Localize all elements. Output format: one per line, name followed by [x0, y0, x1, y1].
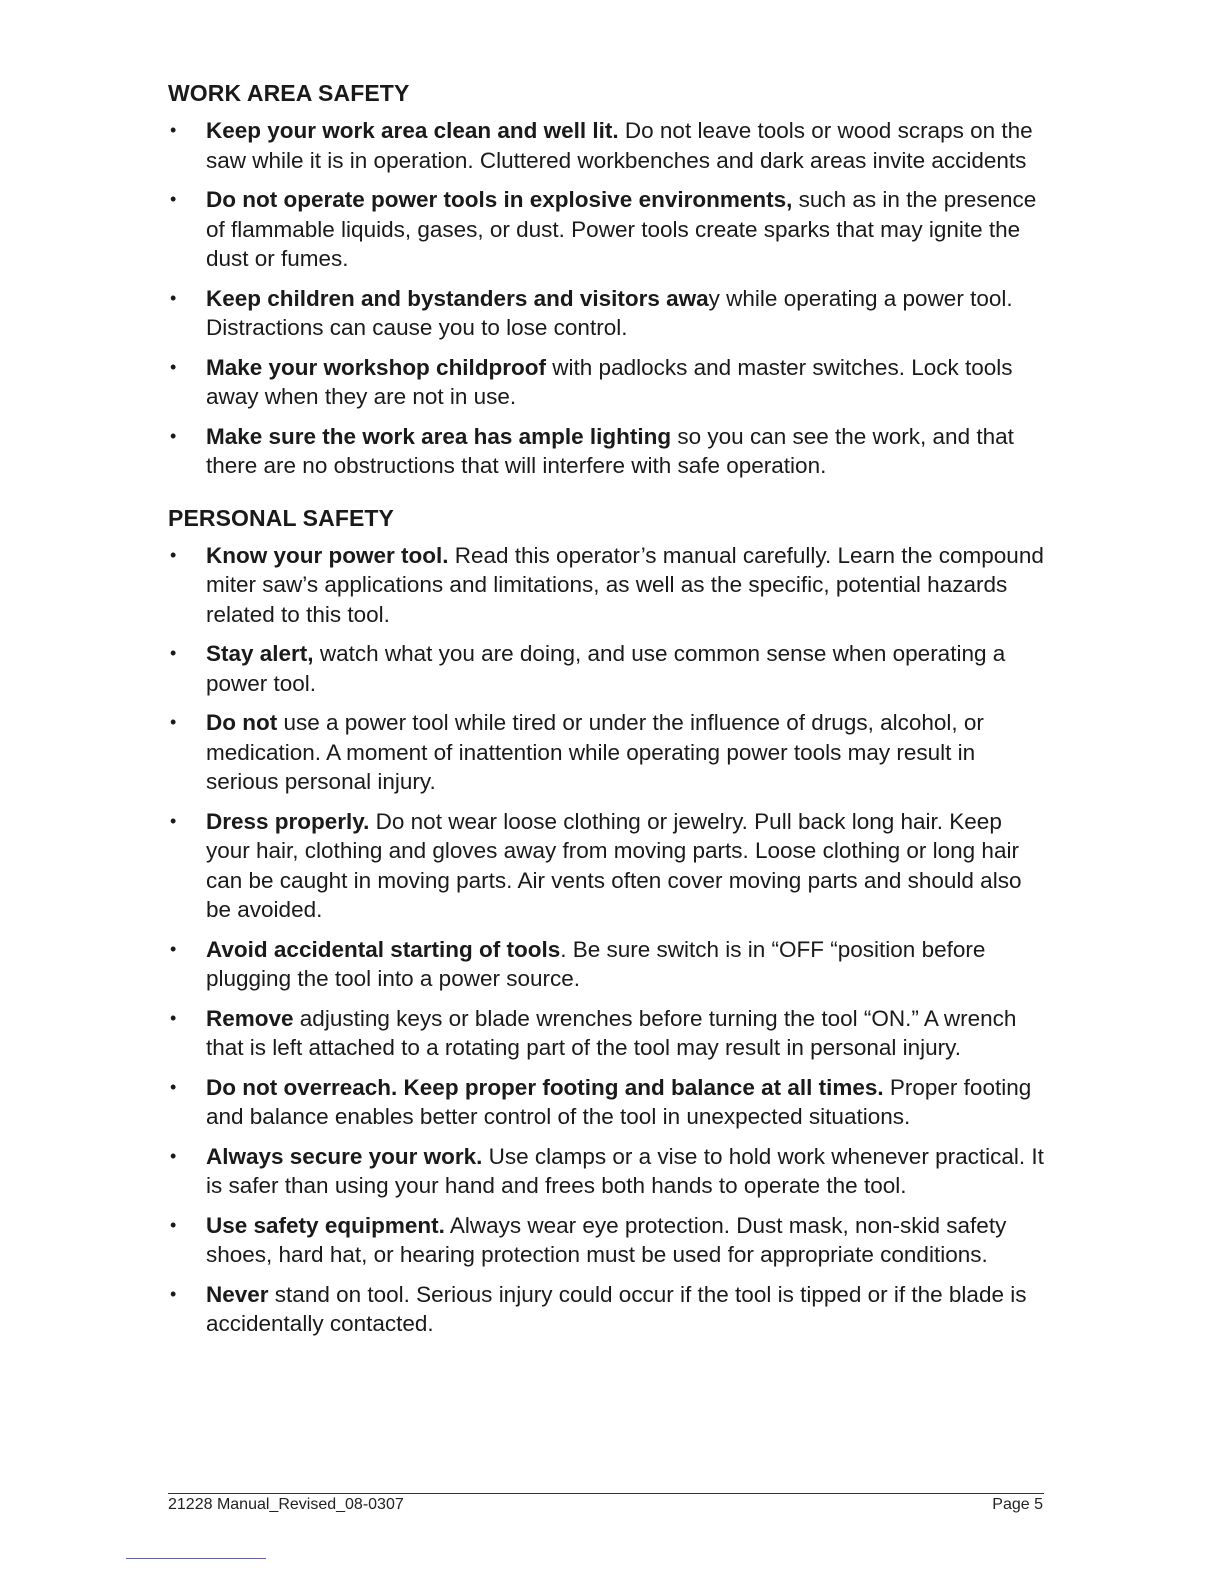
item-lead: Do not overreach. Keep proper footing and balance at all times. — [206, 1074, 884, 1100]
list-item — [168, 1073, 1048, 1132]
bullet-icon: • — [170, 1145, 177, 1166]
personal-safety-list — [168, 541, 1048, 1339]
bullet-icon: • — [170, 120, 177, 140]
item-lead: Stay alert, — [206, 641, 314, 666]
list-item — [168, 185, 1048, 274]
list-item — [168, 541, 1048, 630]
item-text: stand on tool. Serious injury could occur if the tool is tipped or if the blade is accidentally contacted. — [206, 1281, 1027, 1336]
list-item — [168, 708, 1048, 797]
list-item — [168, 935, 1048, 994]
personal-safety-heading: PERSONAL SAFETY — [168, 504, 394, 531]
list-item — [168, 807, 1048, 925]
bullet-icon: • — [170, 425, 177, 446]
item-text: . Be sure switch is in “OFF “position before plugging the tool into a power source. — [206, 936, 986, 991]
footer-document-id: 21228 Manual_Revised_08-0307 — [168, 1496, 404, 1513]
item-lead: Know your power tool. — [206, 542, 449, 568]
list-item — [168, 116, 1048, 175]
list-item — [168, 1280, 1048, 1339]
bullet-icon: • — [170, 938, 177, 959]
bullet-icon: • — [170, 712, 177, 732]
item-text: so you can see the work, and that there are no obstructions that will interfere with safe operation. — [206, 423, 1014, 478]
scan-artifact-line — [126, 1558, 266, 1559]
item-lead: Keep children and bystanders and visitors awa — [206, 285, 709, 311]
item-text: watch what you are doing, and use common sense when operating a power tool. — [206, 641, 1006, 696]
item-text: adjusting keys or blade wrenches before turning the tool “ON.” A wrench that is left attached to a rotating part of the tool may result in personal injury. — [206, 1005, 1017, 1060]
bullet-icon: • — [170, 356, 177, 377]
item-text: use a power tool while tired or under the influence of drugs, alcohol, or medication. A moment of inattention while operating power tools may result in serious personal injury. — [206, 710, 984, 794]
footer-page-number: Page 5 — [992, 1496, 1043, 1513]
item-lead: Dress properly. — [206, 808, 370, 834]
bullet-icon: • — [170, 1214, 177, 1235]
item-lead: Avoid accidental starting of tools — [206, 936, 561, 962]
bullet-icon: • — [170, 1007, 177, 1028]
list-item — [168, 1142, 1048, 1201]
item-text: Always wear eye protection. Dust mask, non-skid safety shoes, hard hat, or hearing protection must be used for appropriate conditions. — [206, 1212, 1007, 1267]
item-lead: Do not — [206, 710, 278, 735]
item-lead: Make sure the work area has ample lighting — [206, 423, 672, 449]
item-text: such as in the presence of flammable liquids, gases, or dust. Power tools create sparks that may ignite the dust or fumes. — [206, 187, 1037, 271]
bullet-icon: • — [170, 544, 177, 565]
item-text: Read this operator’s manual carefully. Learn the compound miter saw’s applications and limitations, as well as the specific, potential hazards related to this tool. — [206, 542, 1044, 627]
item-lead: Keep your work area clean and well lit. — [206, 118, 619, 143]
item-text: with padlocks and master switches. Lock tools away when they are not in use. — [206, 354, 1013, 409]
item-text: Do not leave tools or wood scraps on the saw while it is in operation. Cluttered workbenches and dark areas invite accidents — [206, 118, 1033, 173]
item-lead: Do not operate power tools in explosive environments, — [206, 187, 793, 212]
work-area-safety-heading: WORK AREA SAFETY — [168, 80, 410, 106]
item-text: Proper footing and balance enables better control of the tool in unexpected situations. — [206, 1074, 1032, 1129]
footer-divider — [168, 1493, 1044, 1494]
bullet-icon: • — [170, 810, 177, 831]
item-lead: Never — [206, 1281, 269, 1307]
list-item — [168, 639, 1048, 698]
item-lead: Use safety equipment. — [206, 1212, 445, 1238]
list-item — [168, 1211, 1048, 1270]
bullet-icon: • — [170, 287, 177, 308]
bullet-icon: • — [170, 1283, 177, 1304]
item-lead: Make your workshop childproof — [206, 354, 547, 380]
item-lead: Always secure your work. — [206, 1143, 483, 1169]
list-item — [168, 1004, 1048, 1063]
item-text: y while operating a power tool. Distractions can cause you to lose control. — [206, 285, 1013, 340]
item-lead: Remove — [206, 1005, 294, 1031]
list-item — [168, 422, 1048, 481]
item-text: Do not wear loose clothing or jewelry. Pull back long hair. Keep your hair, clothing and gloves away from moving parts. Loose clothing or long hair can be caught in moving parts. Air vents often cover moving parts and should also be avoided. — [206, 808, 1022, 922]
bullet-icon: • — [170, 1076, 177, 1097]
item-text: Use clamps or a vise to hold work whenever practical. It is safer than using your hand and frees both hands to operate the tool. — [206, 1143, 1044, 1198]
bullet-icon: • — [170, 643, 177, 663]
work-area-safety-list — [168, 116, 1048, 481]
list-item — [168, 284, 1048, 343]
manual-page-content — [168, 78, 1048, 1349]
list-item — [168, 353, 1048, 412]
bullet-icon: • — [170, 189, 177, 209]
